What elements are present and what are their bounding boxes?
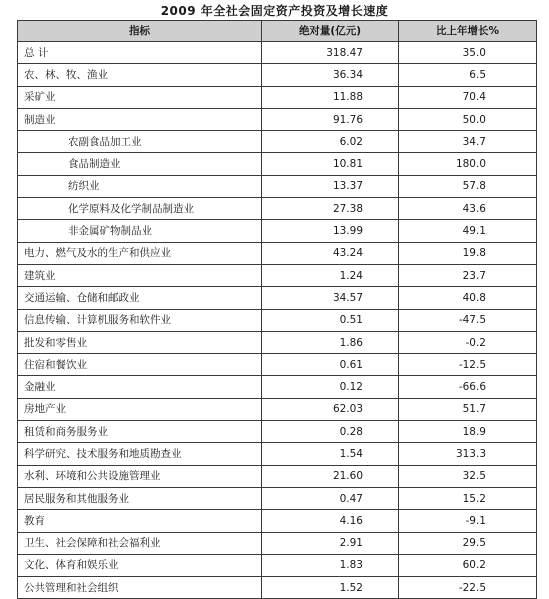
growth-cell: -12.5 bbox=[399, 354, 537, 376]
table-row bbox=[18, 108, 537, 130]
table-row bbox=[18, 64, 537, 86]
header-indicator: 指标 bbox=[18, 21, 262, 42]
growth-cell: 51.7 bbox=[399, 398, 537, 420]
indicator-cell: 房地产业 bbox=[18, 398, 262, 420]
value-cell: 0.28 bbox=[262, 421, 399, 443]
value-cell: 318.47 bbox=[262, 42, 399, 64]
value-cell: 0.12 bbox=[262, 376, 399, 398]
growth-cell: 49.1 bbox=[399, 220, 537, 242]
value-cell: 6.02 bbox=[262, 131, 399, 153]
growth-cell: 35.0 bbox=[399, 42, 537, 64]
indicator-cell: 非金属矿物制品业 bbox=[18, 220, 262, 242]
indicator-cell: 租赁和商务服务业 bbox=[18, 421, 262, 443]
value-cell: 1.54 bbox=[262, 443, 399, 465]
indicator-cell: 公共管理和社会组织 bbox=[18, 577, 262, 599]
value-cell: 62.03 bbox=[262, 398, 399, 420]
table-row bbox=[18, 532, 537, 554]
table-header bbox=[18, 21, 537, 42]
indicator-cell: 农副食品加工业 bbox=[18, 131, 262, 153]
value-cell: 2.91 bbox=[262, 532, 399, 554]
value-cell: 11.88 bbox=[262, 86, 399, 108]
indicator-cell: 电力、燃气及水的生产和供应业 bbox=[18, 242, 262, 264]
indicator-cell: 水利、环境和公共设施管理业 bbox=[18, 465, 262, 487]
indicator-cell: 采矿业 bbox=[18, 86, 262, 108]
indicator-cell: 总 计 bbox=[18, 42, 262, 64]
table-row bbox=[18, 421, 537, 443]
growth-cell: -0.2 bbox=[399, 331, 537, 353]
growth-cell: 50.0 bbox=[399, 108, 537, 130]
value-cell: 10.81 bbox=[262, 153, 399, 175]
growth-cell: 180.0 bbox=[399, 153, 537, 175]
growth-cell: 40.8 bbox=[399, 287, 537, 309]
indicator-cell: 金融业 bbox=[18, 376, 262, 398]
value-cell: 13.99 bbox=[262, 220, 399, 242]
table-row bbox=[18, 376, 537, 398]
indicator-cell: 信息传输、计算机服务和软件业 bbox=[18, 309, 262, 331]
growth-cell: -9.1 bbox=[399, 510, 537, 532]
value-cell: 0.47 bbox=[262, 487, 399, 509]
growth-cell: 57.8 bbox=[399, 175, 537, 197]
table-row bbox=[18, 198, 537, 220]
value-cell: 21.60 bbox=[262, 465, 399, 487]
growth-cell: 29.5 bbox=[399, 532, 537, 554]
table-body bbox=[18, 42, 537, 599]
table-row bbox=[18, 220, 537, 242]
table-row bbox=[18, 242, 537, 264]
table-row bbox=[18, 287, 537, 309]
value-cell: 0.51 bbox=[262, 309, 399, 331]
table-row bbox=[18, 354, 537, 376]
table-row bbox=[18, 443, 537, 465]
table-row bbox=[18, 398, 537, 420]
growth-cell: 15.2 bbox=[399, 487, 537, 509]
value-cell: 4.16 bbox=[262, 510, 399, 532]
table-row bbox=[18, 42, 537, 64]
indicator-cell: 居民服务和其他服务业 bbox=[18, 487, 262, 509]
table-row bbox=[18, 175, 537, 197]
table-row bbox=[18, 153, 537, 175]
value-cell: 36.34 bbox=[262, 64, 399, 86]
value-cell: 1.86 bbox=[262, 331, 399, 353]
indicator-cell: 教育 bbox=[18, 510, 262, 532]
growth-cell: 43.6 bbox=[399, 198, 537, 220]
table-row bbox=[18, 510, 537, 532]
growth-cell: -47.5 bbox=[399, 309, 537, 331]
growth-cell: 23.7 bbox=[399, 264, 537, 286]
indicator-cell: 交通运输、仓储和邮政业 bbox=[18, 287, 262, 309]
indicator-cell: 制造业 bbox=[18, 108, 262, 130]
value-cell: 43.24 bbox=[262, 242, 399, 264]
table-title: 2009 年全社会固定资产投资及增长速度 bbox=[160, 4, 389, 18]
header-absolute-value: 绝对量(亿元) bbox=[262, 21, 399, 42]
header-growth-rate: 比上年增长% bbox=[399, 21, 537, 42]
indicator-cell: 住宿和餐饮业 bbox=[18, 354, 262, 376]
indicator-cell: 食品制造业 bbox=[18, 153, 262, 175]
indicator-cell: 化学原料及化学制品制造业 bbox=[18, 198, 262, 220]
growth-cell: 18.9 bbox=[399, 421, 537, 443]
value-cell: 34.57 bbox=[262, 287, 399, 309]
growth-cell: 32.5 bbox=[399, 465, 537, 487]
growth-cell: 313.3 bbox=[399, 443, 537, 465]
table-row bbox=[18, 577, 537, 599]
value-cell: 1.24 bbox=[262, 264, 399, 286]
value-cell: 91.76 bbox=[262, 108, 399, 130]
growth-cell: -66.6 bbox=[399, 376, 537, 398]
table-row bbox=[18, 487, 537, 509]
growth-cell: -22.5 bbox=[399, 577, 537, 599]
value-cell: 13.37 bbox=[262, 175, 399, 197]
indicator-cell: 农、林、牧、渔业 bbox=[18, 64, 262, 86]
growth-cell: 60.2 bbox=[399, 554, 537, 576]
indicator-cell: 建筑业 bbox=[18, 264, 262, 286]
indicator-cell: 批发和零售业 bbox=[18, 331, 262, 353]
value-cell: 0.61 bbox=[262, 354, 399, 376]
indicator-cell: 科学研究、技术服务和地质勘查业 bbox=[18, 443, 262, 465]
table-row bbox=[18, 331, 537, 353]
table-row bbox=[18, 309, 537, 331]
growth-cell: 70.4 bbox=[399, 86, 537, 108]
growth-cell: 19.8 bbox=[399, 242, 537, 264]
growth-cell: 6.5 bbox=[399, 64, 537, 86]
value-cell: 1.52 bbox=[262, 577, 399, 599]
indicator-cell: 纺织业 bbox=[18, 175, 262, 197]
growth-cell: 34.7 bbox=[399, 131, 537, 153]
table-row bbox=[18, 554, 537, 576]
table-row bbox=[18, 131, 537, 153]
header-row bbox=[18, 21, 537, 42]
indicator-cell: 文化、体育和娱乐业 bbox=[18, 554, 262, 576]
investment-table bbox=[17, 20, 537, 599]
indicator-cell: 卫生、社会保障和社会福利业 bbox=[18, 532, 262, 554]
table-row bbox=[18, 86, 537, 108]
table-row bbox=[18, 264, 537, 286]
value-cell: 27.38 bbox=[262, 198, 399, 220]
table-row bbox=[18, 465, 537, 487]
value-cell: 1.83 bbox=[262, 554, 399, 576]
